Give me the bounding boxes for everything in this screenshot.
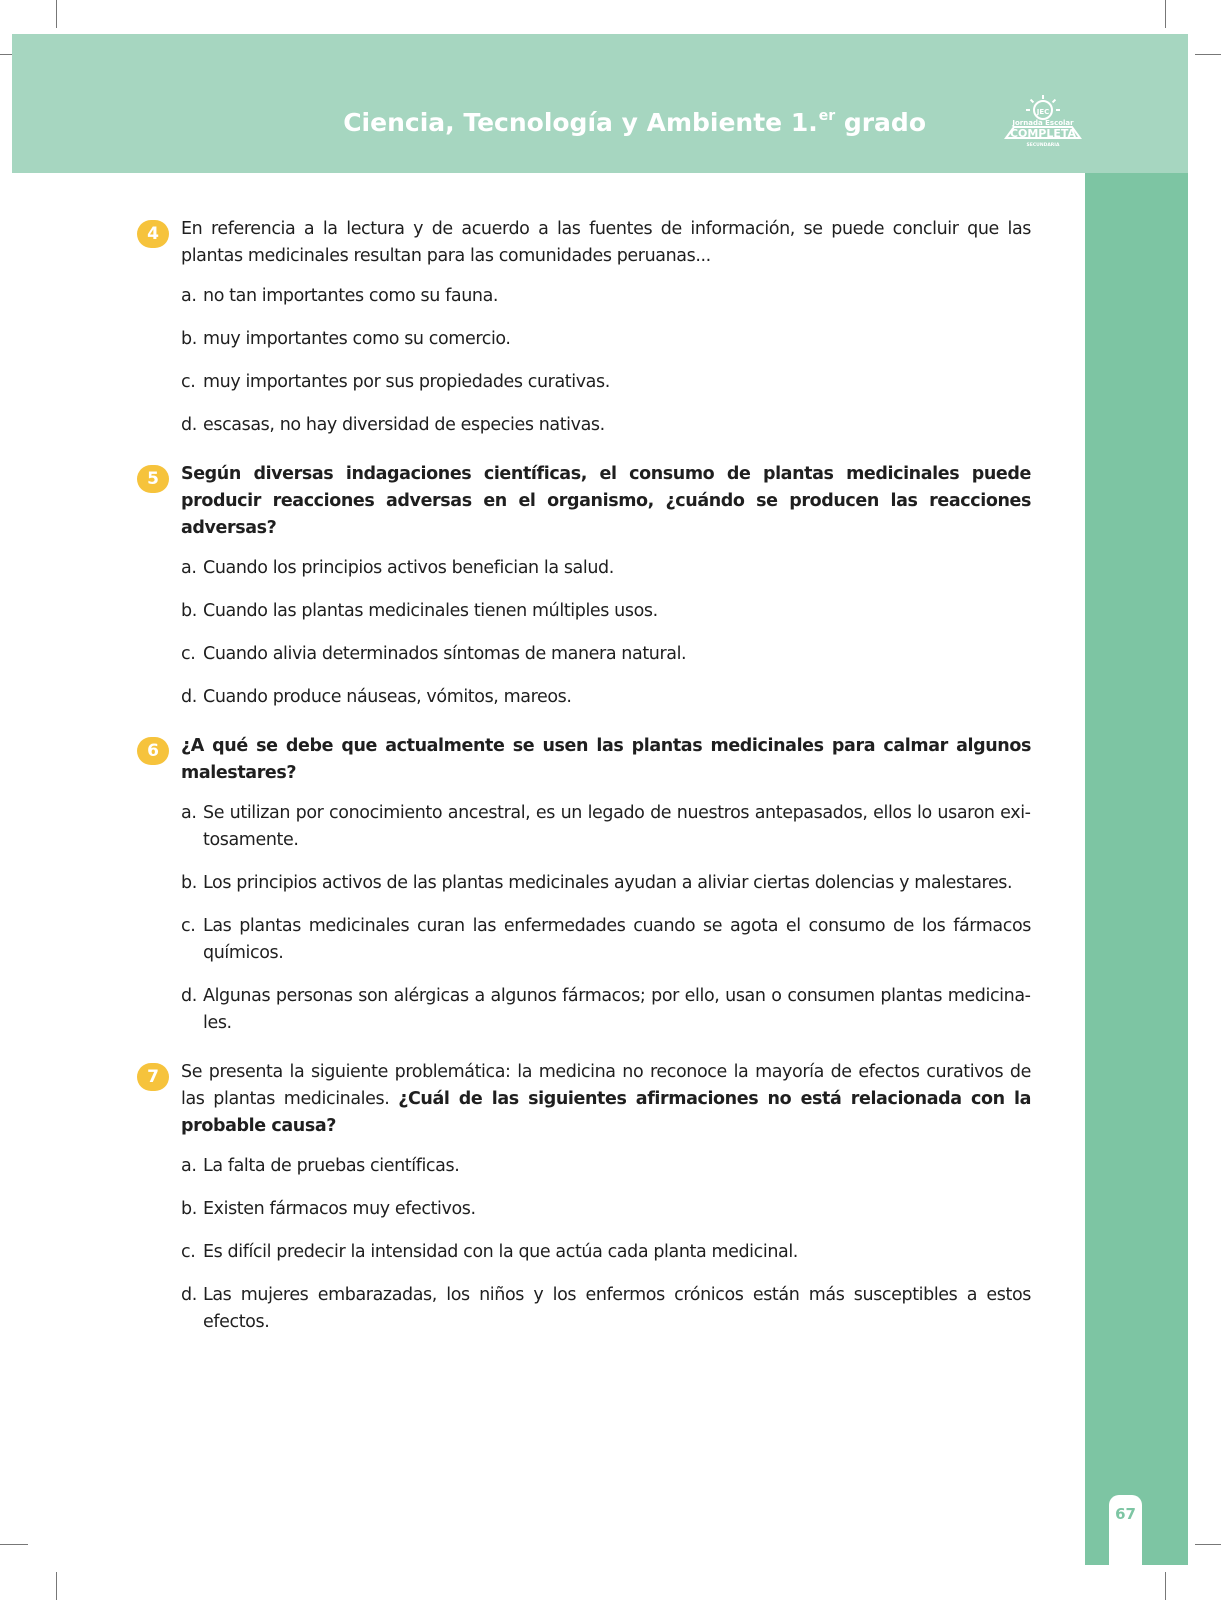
option-text: Cuando alivia determinados síntomas de manera natural. — [203, 644, 687, 664]
option-text: Cuando los principios activos benefician la salud. — [203, 558, 614, 578]
option-letter: c. — [181, 644, 196, 664]
option-letter: d. — [181, 415, 197, 435]
option-letter: d. — [181, 687, 197, 707]
option-letter: c. — [181, 1242, 196, 1262]
option-item — [181, 326, 1031, 353]
crop-mark — [56, 1572, 57, 1600]
question-stem — [181, 461, 1031, 542]
option-list — [181, 283, 1031, 439]
option-text: muy importantes como su comercio. — [203, 329, 511, 349]
question-stem-text: Se presenta la siguiente problemática: la medicina no reconoce la mayoría de efectos curativos de las plantas medicinales. — [181, 1062, 1031, 1109]
question-number-badge: 5 — [137, 465, 169, 493]
option-letter: b. — [181, 873, 197, 893]
option-list — [181, 800, 1031, 1037]
header-band — [12, 34, 1188, 173]
option-text: no tan importantes como su fauna. — [203, 286, 499, 306]
page-title: Ciencia, Tecnología y Ambiente 1.$^{er}$ grado — [343, 108, 926, 137]
option-letter: d. — [181, 1285, 197, 1305]
svg-text:COMPLETA: COMPLETA — [1009, 127, 1077, 140]
option-text: Las mujeres embarazadas, los niños y los enfermos crónicos están más susceptibles a estos efectos. — [203, 1285, 1031, 1332]
jec-logo-icon — [998, 94, 1088, 154]
question-number-badge: 4 — [137, 220, 169, 248]
question-stem-text: ¿A qué se debe que actualmente se usen las plantas medicinales para calmar algunos malestares? — [181, 736, 1031, 783]
crop-mark — [1195, 54, 1221, 55]
svg-text:SECUNDARIA: SECUNDARIA — [1026, 143, 1060, 148]
question-7 — [147, 1059, 1031, 1336]
question-stem-text: En referencia a la lectura y de acuerdo a las fuentes de información, se puede concluir que las plantas medicinales resultan para las comunidades peruanas... — [181, 219, 1031, 266]
option-text: escasas, no hay diversidad de especies nativas. — [203, 415, 605, 435]
option-item — [181, 983, 1031, 1037]
option-item — [181, 1239, 1031, 1266]
crop-mark — [56, 0, 57, 28]
crop-mark — [1165, 1572, 1166, 1600]
option-letter: a. — [181, 286, 197, 306]
option-text: Algunas personas son alérgicas a algunos fármacos; por ello, usan o consumen plantas medicinales. — [203, 986, 1031, 1033]
option-item — [181, 684, 1031, 711]
option-item — [181, 870, 1031, 897]
option-text: Cuando produce náuseas, vómitos, mareos. — [203, 687, 572, 707]
option-list — [181, 555, 1031, 711]
option-item — [181, 800, 1031, 854]
option-text: muy importantes por sus propiedades curativas. — [203, 372, 610, 392]
page-number-tab — [1109, 1495, 1142, 1565]
question-stem-text: ¿Cuál de las siguientes afirmaciones no está relacionada con la probable causa? — [181, 1089, 1031, 1136]
option-text: Los principios activos de las plantas medicinales ayudan a aliviar ciertas dolencias y malestares. — [203, 873, 1013, 893]
question-stem — [181, 216, 1031, 270]
option-letter: a. — [181, 803, 197, 823]
option-letter: b. — [181, 1199, 197, 1219]
crop-mark — [1165, 0, 1166, 28]
question-5 — [147, 461, 1031, 711]
option-item — [181, 1153, 1031, 1180]
question-stem — [181, 733, 1031, 787]
sidebar-band — [1085, 173, 1188, 1565]
page-number: 67 — [1115, 1505, 1136, 1523]
option-letter: c. — [181, 916, 196, 936]
option-text: Es difícil predecir la intensidad con la que actúa cada planta medicinal. — [203, 1242, 798, 1262]
option-letter: b. — [181, 329, 197, 349]
question-number-badge: 6 — [137, 737, 169, 765]
crop-mark — [0, 1544, 28, 1545]
option-text: Las plantas medicinales curan las enfermedades cuando se agota el consumo de los fármacos químicos. — [203, 916, 1031, 963]
option-list — [181, 1153, 1031, 1336]
crop-mark — [1195, 1544, 1221, 1545]
option-letter: b. — [181, 601, 197, 621]
option-letter: a. — [181, 1156, 197, 1176]
question-stem — [181, 1059, 1031, 1140]
option-text: Se utilizan por conocimiento ancestral, es un legado de nuestros antepasados, ellos lo usaron exitosamente. — [203, 803, 1031, 850]
option-letter: d. — [181, 986, 197, 1006]
option-text: Cuando las plantas medicinales tienen múltiples usos. — [203, 601, 658, 621]
option-item — [181, 641, 1031, 668]
option-item — [181, 412, 1031, 439]
svg-text:Jornada Escolar: Jornada Escolar — [1012, 119, 1074, 127]
question-6 — [147, 733, 1031, 1037]
question-4 — [147, 216, 1031, 439]
option-text: Existen fármacos muy efectivos. — [203, 1199, 476, 1219]
option-text: La falta de pruebas científicas. — [203, 1156, 460, 1176]
question-number-badge: 7 — [137, 1063, 169, 1091]
question-stem-text: Según diversas indagaciones científicas, el consumo de plantas medicinales puede producir reacciones adversas en el organismo, ¿cuándo se producen las reacciones adversas? — [181, 464, 1031, 538]
question-list — [147, 216, 1031, 1358]
option-item — [181, 555, 1031, 582]
option-item — [181, 1282, 1031, 1336]
option-letter: a. — [181, 558, 197, 578]
option-item — [181, 1196, 1031, 1223]
option-letter: c. — [181, 372, 196, 392]
option-item — [181, 598, 1031, 625]
option-item — [181, 369, 1031, 396]
option-item — [181, 283, 1031, 310]
svg-text:JEC: JEC — [1036, 108, 1050, 116]
option-item — [181, 913, 1031, 967]
